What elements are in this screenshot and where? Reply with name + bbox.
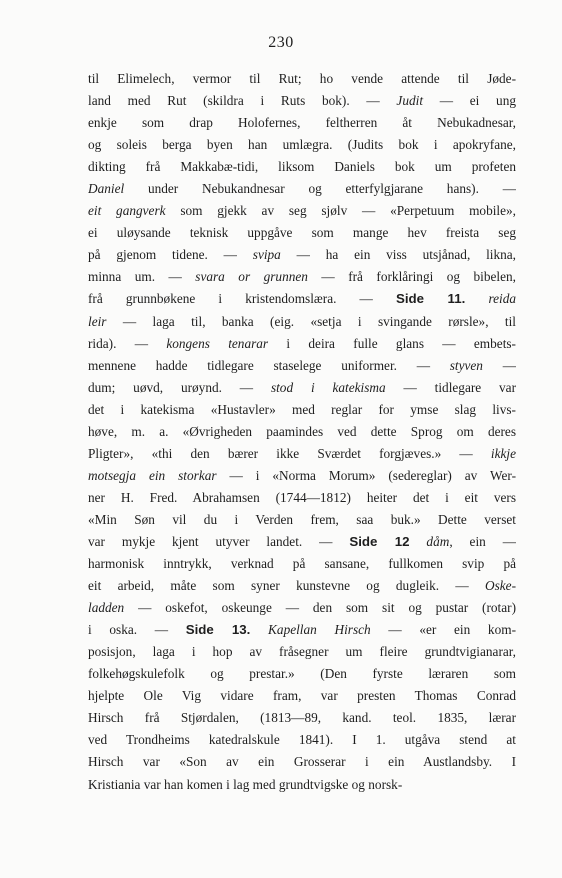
text-line bbox=[88, 399, 516, 421]
italic-term: dåm bbox=[426, 533, 450, 549]
text-line bbox=[88, 288, 516, 310]
text-run: i deira fulle glans — embets- bbox=[268, 335, 516, 351]
text-run: hjelpte Ole Vig vidare fram, var presten Thomas Conrad bbox=[88, 688, 516, 704]
text-run: — oskefot, oskeunge — den som sit og pustar (rotar) bbox=[124, 600, 516, 616]
text-run: — tidlegare var bbox=[385, 379, 516, 395]
text-run: enkje som drap Holofernes, feltherren åt Nebukadnesar, bbox=[88, 115, 516, 131]
text-run: og soleis berga byen han umlægra. (Judits bok i apokryfane, bbox=[88, 137, 516, 153]
text-run: land med Rut (skildra i Ruts bok). — bbox=[88, 93, 397, 109]
text-run: , ein — bbox=[449, 533, 516, 549]
text-run: Hirsch var «Son av ein Grosserar i ein Austlandsby. I bbox=[88, 754, 516, 770]
text-run: frå grunnbøkene i kristendomslæra. — bbox=[88, 291, 396, 307]
text-run: mennene hadde tidlegare staselege uniformer. — bbox=[88, 357, 450, 373]
text-run: rida). — bbox=[88, 335, 167, 351]
text-line bbox=[88, 774, 516, 796]
text-line bbox=[88, 685, 516, 707]
text-run bbox=[410, 534, 427, 549]
text-line bbox=[88, 641, 516, 663]
section-heading: Side 13. bbox=[185, 622, 251, 638]
text-run: ved Trondheims katedralskule 1841). I 1. utgåva stend at bbox=[88, 732, 516, 748]
text-line bbox=[88, 355, 516, 377]
text-line bbox=[88, 68, 516, 90]
text-run: — i «Norma Morum» (sedereglar) av Wer- bbox=[216, 467, 516, 483]
text-line bbox=[88, 222, 516, 244]
text-line bbox=[88, 421, 516, 443]
italic-term: ladden bbox=[88, 600, 125, 616]
text-run: folkehøgskulefolk og prestar.» (Den fyrste læraren som bbox=[88, 666, 516, 682]
text-line bbox=[88, 443, 516, 465]
italic-term: Kapellan Hirsch bbox=[268, 622, 371, 638]
text-line bbox=[88, 487, 516, 509]
text-run: Pligter», «thi den bærer ikke Sværdet forgjæves.» — bbox=[88, 445, 491, 461]
text-line bbox=[88, 663, 516, 685]
italic-term: Judit bbox=[396, 93, 424, 109]
text-line bbox=[88, 575, 516, 597]
italic-term: svara or grunnen bbox=[195, 269, 308, 285]
text-run: dikting frå Makkabæ-tidi, liksom Daniels bok um profeten bbox=[88, 159, 516, 175]
text-run bbox=[250, 622, 268, 637]
italic-term: eit gangverk bbox=[88, 203, 166, 219]
italic-term: Daniel bbox=[88, 181, 125, 197]
text-run: «Min Søn vil du i Verden frem, saa buk.» Dette verset bbox=[88, 511, 516, 527]
italic-term: motsegja ein storkar bbox=[88, 467, 217, 483]
text-line bbox=[88, 597, 516, 619]
text-line bbox=[88, 531, 516, 553]
text-run: til Elimelech, vermor til Rut; ho vende attende til Jøde- bbox=[88, 71, 516, 86]
text-run: — «er ein kom- bbox=[370, 622, 516, 638]
text-line bbox=[88, 156, 516, 178]
text-line bbox=[88, 729, 516, 751]
text-run: minna um. — bbox=[88, 269, 196, 285]
italic-term: kongens tenarar bbox=[166, 335, 269, 351]
text-line bbox=[88, 619, 516, 641]
text-line bbox=[88, 377, 516, 399]
text-run: — ha ein viss utsjånad, likna, bbox=[280, 247, 516, 263]
text-line bbox=[88, 553, 516, 575]
text-run: på gjenom tidene. — bbox=[88, 247, 253, 263]
italic-term: reida bbox=[488, 291, 516, 307]
text-line bbox=[88, 90, 516, 112]
text-run: som gjekk av seg sjølv — «Perpetuum mobile», bbox=[165, 203, 516, 219]
text-run: ei uløysande teknisk uppgåve som mange hev freista seg bbox=[88, 225, 516, 241]
page-number: 230 bbox=[268, 34, 294, 51]
text-run: eit arbeid, måte som syner kunstevne og dugleik. — bbox=[88, 578, 485, 594]
text-run: i oska. — bbox=[88, 622, 186, 638]
text-line bbox=[88, 311, 516, 333]
text-run: det i katekisma «Hustavler» med reglar for ymse slag livs- bbox=[88, 401, 516, 417]
text-line bbox=[88, 333, 516, 355]
text-run: — ei ung bbox=[423, 93, 516, 109]
text-run: — bbox=[482, 357, 516, 373]
text-run: Hirsch frå Stjørdalen, (1813—89, kand. teol. 1835, lærar bbox=[88, 710, 516, 726]
text-run: høve, m. a. «Øvrigheden paamindes ved dette Sprog om deres bbox=[88, 423, 516, 439]
text-line bbox=[88, 244, 516, 266]
text-line bbox=[88, 465, 516, 487]
italic-term: styven bbox=[449, 357, 483, 373]
section-heading: Side 11. bbox=[395, 291, 466, 307]
text-line bbox=[88, 134, 516, 156]
text-run: posisjon, laga i hop av fråsegner um fleire grundtvigianarar, bbox=[88, 644, 516, 660]
section-heading: Side 12 bbox=[349, 533, 410, 549]
italic-term: leir bbox=[88, 313, 107, 329]
text-run: ner H. Fred. Abrahamsen (1744—1812) heiter det i eit vers bbox=[88, 489, 516, 505]
text-run: var mykje kjent utyver landet. — bbox=[88, 533, 350, 549]
text-line bbox=[88, 266, 516, 288]
text-run: dum; uøvd, urøynd. — bbox=[88, 379, 271, 395]
text-run: — laga til, banka (eig. «setja i svingande rørsle», til bbox=[106, 313, 516, 329]
body-text bbox=[88, 68, 516, 796]
text-run: under Nebukandnesar og etterfylgjarane hans). — bbox=[124, 181, 516, 197]
text-run: Kristiania var han komen i lag med grundtvigske og norsk- bbox=[88, 776, 403, 792]
text-line bbox=[88, 112, 516, 134]
italic-term: Oske- bbox=[484, 578, 516, 594]
italic-term: svipa bbox=[252, 247, 281, 263]
text-line bbox=[88, 178, 516, 200]
italic-term: stod i katekisma bbox=[270, 379, 386, 395]
text-line bbox=[88, 509, 516, 531]
text-run: — frå forklåringi og bibelen, bbox=[307, 269, 516, 285]
italic-term: ikkje bbox=[490, 445, 516, 461]
text-line bbox=[88, 200, 516, 222]
text-line bbox=[88, 751, 516, 773]
text-line bbox=[88, 707, 516, 729]
text-run: harmonisk inntrykk, verknad på sansane, fullkomen svip på bbox=[88, 556, 516, 572]
text-run bbox=[465, 291, 488, 306]
